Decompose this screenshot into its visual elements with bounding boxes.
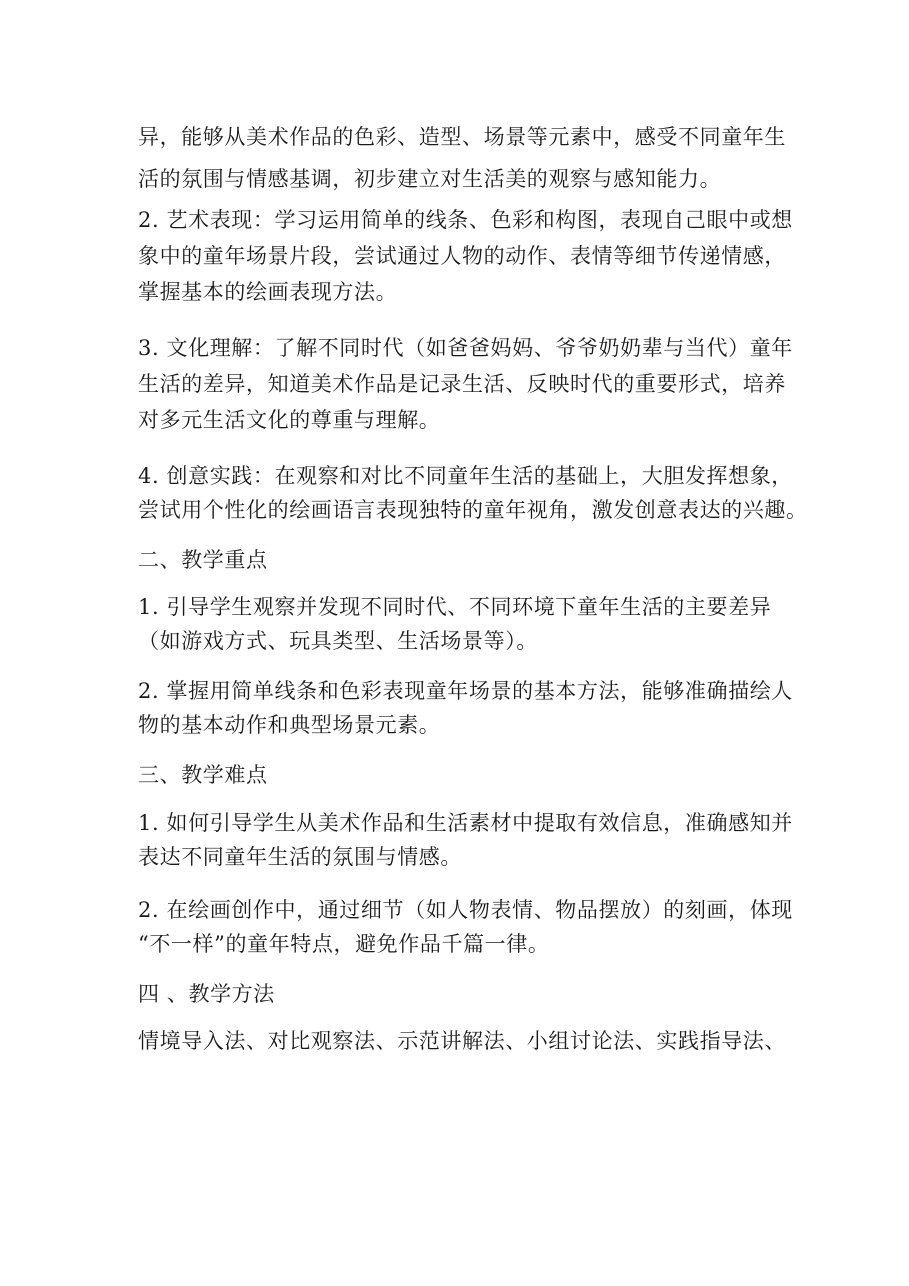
paragraph-line: 象中的童年场景片段，尝试通过人物的动作、表情等细节传递情感， [138,244,786,268]
paragraph-line: 4. 创意实践：在观察和对比不同童年生活的基础上，大胆发挥想象， [138,464,793,488]
paragraph-line: 生活的差异，知道美术作品是记录生活、反映时代的重要形式，培养 [138,372,786,396]
section-heading: 二、教学重点 [138,548,268,572]
paragraph-line: 情境导入法、对比观察法、示范讲解法、小组讨论法、实践指导法、 [138,1029,786,1053]
paragraph-line: 对多元生活文化的尊重与理解。 [138,408,441,432]
paragraph-line: 2. 掌握用简单线条和色彩表现童年场景的基本方法，能够准确描绘人 [138,679,793,703]
paragraph-line: 尝试用个性化的绘画语言表现独特的童年视角，激发创意表达的兴趣。 [138,498,808,522]
section-heading: 四 、教学方法 [138,982,275,1006]
paragraph-line: 2. 在绘画创作中，通过细节（如人物表情、物品摆放）的刻画，体现 [138,898,793,922]
paragraph-line: 活的氛围与情感基调，初步建立对生活美的观察与感知能力。 [138,167,722,191]
paragraph-line: （如游戏方式、玩具类型、生活场景等）。 [138,629,538,653]
paragraph-line: 异，能够从美术作品的色彩、造型、场景等元素中，感受不同童年生 [138,125,786,149]
paragraph-line: 3. 文化理解：了解不同时代（如爸爸妈妈、爷爷奶奶辈与当代）童年 [138,336,793,360]
paragraph-line: “不一样”的童年特点，避免作品千篇一律。 [138,932,550,956]
paragraph-line: 物的基本动作和典型场景元素。 [138,713,441,737]
paragraph-line: 1. 如何引导学生从美术作品和生活素材中提取有效信息，准确感知并 [138,811,793,835]
paragraph-line: 2. 艺术表现：学习运用简单的线条、色彩和构图，表现自己眼中或想 [138,208,793,232]
paragraph-line: 掌握基本的绘画表现方法。 [138,280,398,304]
paragraph-line: 表达不同童年生活的氛围与情感。 [138,845,462,869]
paragraph-line: 1. 引导学生观察并发现不同时代、不同环境下童年生活的主要差异 [138,595,772,619]
section-heading: 三、教学难点 [138,763,268,787]
